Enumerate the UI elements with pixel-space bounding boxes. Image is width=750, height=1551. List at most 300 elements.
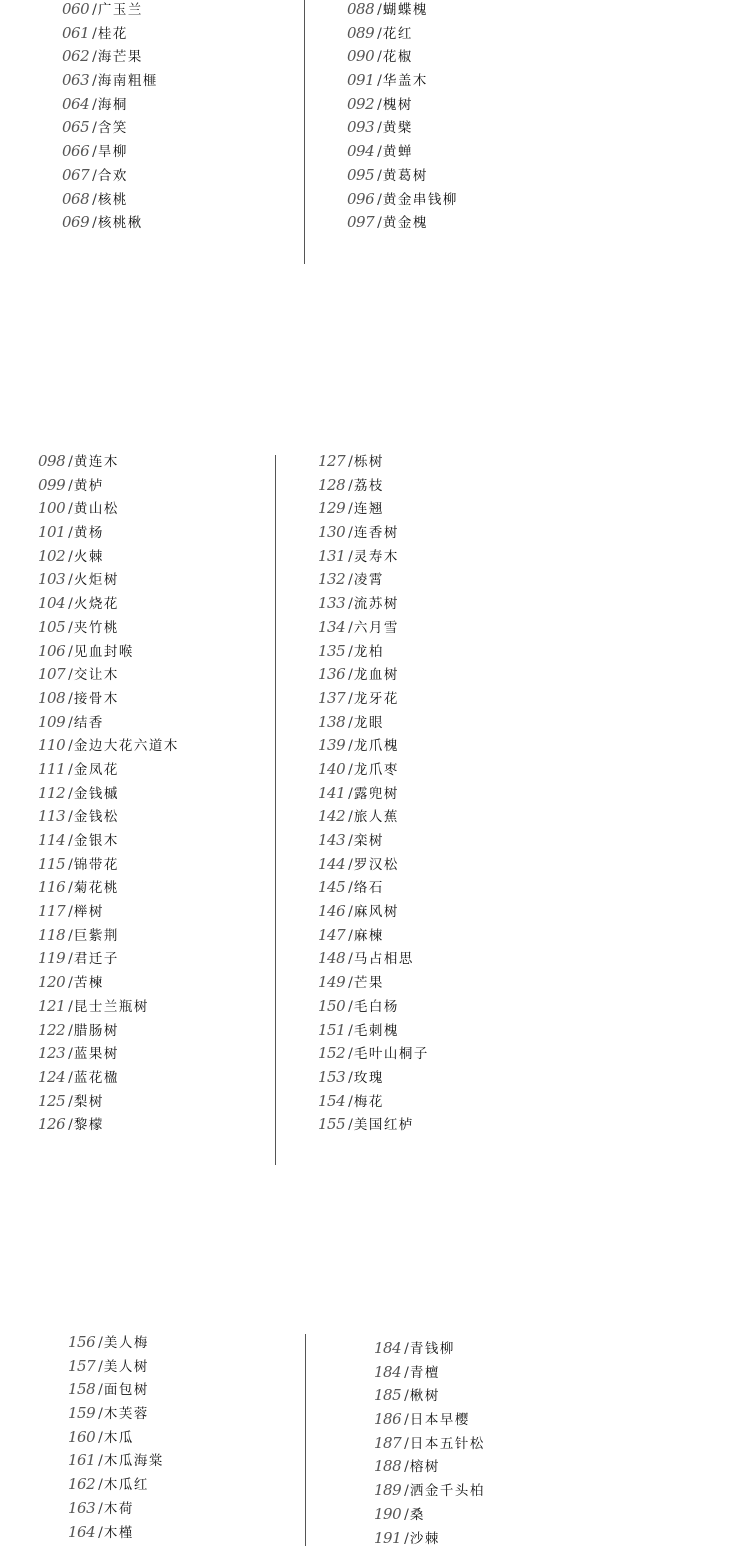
entry-number: 152	[318, 1044, 346, 1063]
index-entry	[68, 1331, 164, 1355]
entry-separator: /	[377, 73, 382, 90]
entry-separator: /	[68, 477, 73, 494]
entry-name: 苦楝	[73, 975, 104, 992]
entry-separator: /	[404, 1459, 409, 1476]
entry-name: 木槿	[103, 1524, 134, 1541]
entry-number: 149	[318, 973, 346, 992]
entry-name: 龙眼	[353, 714, 384, 731]
entry-separator: /	[98, 1406, 103, 1423]
index-entry	[38, 758, 179, 782]
index-entry	[38, 924, 179, 948]
entry-number: 146	[318, 902, 346, 921]
entry-separator: /	[68, 667, 73, 684]
index-entry	[318, 687, 429, 711]
entry-separator: /	[404, 1506, 409, 1523]
entry-name: 青檀	[409, 1364, 440, 1381]
entry-separator: /	[68, 690, 73, 707]
index-entry	[318, 758, 429, 782]
entry-separator: /	[92, 191, 97, 208]
entry-separator: /	[92, 167, 97, 184]
entry-name: 夹竹桃	[73, 619, 119, 636]
entry-separator: /	[377, 144, 382, 161]
index-entry	[374, 1337, 485, 1361]
entry-name: 黄栌	[73, 477, 104, 494]
entry-separator: /	[68, 761, 73, 778]
entry-separator: /	[377, 25, 382, 42]
entry-name: 槐树	[382, 96, 413, 113]
entry-number: 090	[347, 47, 375, 66]
index-entry	[68, 1497, 164, 1521]
entry-separator: /	[348, 998, 353, 1015]
index-entry	[318, 853, 429, 877]
index-entry	[62, 188, 158, 212]
entry-separator: /	[68, 643, 73, 660]
index-entry	[318, 1019, 429, 1043]
entry-name: 沙棘	[409, 1530, 440, 1547]
entry-separator: /	[68, 927, 73, 944]
index-section-2	[0, 450, 750, 1170]
entry-number: 157	[68, 1356, 96, 1375]
entry-separator: /	[98, 1358, 103, 1375]
entry-name: 金边大花六道木	[73, 738, 179, 755]
entry-number: 114	[38, 831, 66, 849]
entry-separator: /	[68, 856, 73, 873]
entry-separator: /	[348, 761, 353, 778]
entry-separator: /	[98, 1500, 103, 1517]
index-column-right	[347, 0, 458, 235]
entry-separator: /	[348, 548, 353, 565]
entry-name: 黄金槐	[382, 215, 428, 232]
index-entry	[38, 853, 179, 877]
entry-number: 063	[62, 71, 90, 90]
entry-name: 连翘	[353, 501, 384, 518]
entry-name: 梅花	[353, 1093, 384, 1110]
entry-number: 186	[374, 1410, 402, 1429]
index-entry	[318, 640, 429, 664]
entry-name: 黎檬	[73, 1117, 104, 1134]
entry-number: 191	[374, 1528, 402, 1547]
entry-separator: /	[348, 572, 353, 589]
index-entry	[38, 1042, 179, 1066]
entry-name: 日本早樱	[409, 1412, 470, 1429]
index-entry	[318, 1042, 429, 1066]
entry-name: 黄杨	[73, 525, 104, 542]
entry-number: 156	[68, 1333, 96, 1351]
index-entry	[68, 1426, 164, 1450]
entry-separator: /	[404, 1530, 409, 1547]
entry-separator: /	[404, 1483, 409, 1500]
entry-name: 木芙蓉	[103, 1406, 149, 1423]
entry-number: 120	[38, 973, 66, 992]
entry-number: 136	[318, 665, 346, 684]
entry-separator: /	[68, 998, 73, 1015]
entry-name: 火炬树	[73, 572, 119, 589]
entry-name: 金钱松	[73, 809, 119, 826]
index-entry	[38, 687, 179, 711]
index-column-left	[68, 1331, 164, 1544]
entry-name: 毛刺槐	[353, 1022, 399, 1039]
entry-separator: /	[348, 619, 353, 636]
index-entry	[38, 971, 179, 995]
entry-name: 核桃	[97, 191, 128, 208]
entry-name: 龙爪槐	[353, 738, 399, 755]
index-entry	[38, 592, 179, 616]
entry-name: 合欢	[97, 167, 128, 184]
entry-separator: /	[348, 1046, 353, 1063]
entry-number: 094	[347, 142, 375, 161]
entry-separator: /	[348, 643, 353, 660]
index-entry	[68, 1521, 164, 1545]
index-entry	[318, 734, 429, 758]
index-entry	[318, 711, 429, 735]
entry-name: 黄山松	[73, 501, 119, 518]
entry-separator: /	[68, 1069, 73, 1086]
entry-separator: /	[68, 738, 73, 755]
entry-number: 132	[318, 570, 346, 589]
index-entry	[318, 1066, 429, 1090]
entry-separator: /	[68, 596, 73, 613]
entry-separator: /	[348, 809, 353, 826]
entry-name: 结香	[73, 714, 104, 731]
entry-separator: /	[348, 927, 353, 944]
index-entry	[38, 1113, 179, 1137]
entry-separator: /	[348, 738, 353, 755]
entry-number: 091	[347, 71, 375, 90]
entry-number: 116	[38, 878, 66, 897]
entry-number: 062	[62, 47, 90, 66]
entry-number: 185	[374, 1386, 402, 1405]
entry-separator: /	[348, 1093, 353, 1110]
entry-number: 100	[38, 499, 66, 518]
entry-number: 151	[318, 1020, 346, 1039]
entry-number: 123	[38, 1044, 66, 1063]
entry-name: 麻风树	[353, 904, 399, 921]
entry-number: 164	[68, 1522, 96, 1541]
entry-name: 罗汉松	[353, 856, 399, 873]
entry-name: 梨树	[73, 1093, 104, 1110]
entry-name: 交让木	[73, 667, 119, 684]
index-entry	[68, 1355, 164, 1379]
entry-name: 龙牙花	[353, 690, 399, 707]
entry-name: 榕树	[409, 1459, 440, 1476]
index-entry	[374, 1384, 485, 1408]
index-column-right	[374, 1337, 485, 1550]
entry-name: 蓝花楹	[73, 1069, 119, 1086]
index-entry	[318, 971, 429, 995]
entry-name: 木瓜红	[103, 1477, 149, 1494]
entry-number: 104	[38, 594, 66, 613]
entry-number: 155	[318, 1115, 346, 1134]
entry-separator: /	[68, 1022, 73, 1039]
index-entry	[38, 1019, 179, 1043]
index-column-left	[62, 0, 158, 235]
index-entry	[347, 69, 458, 93]
index-entry	[374, 1503, 485, 1527]
entry-name: 灵寿木	[353, 548, 399, 565]
index-entry	[38, 568, 179, 592]
entry-name: 日本五针松	[409, 1435, 485, 1452]
entry-separator: /	[404, 1412, 409, 1429]
entry-name: 青钱柳	[409, 1341, 455, 1357]
entry-number: 150	[318, 996, 346, 1015]
entry-number: 145	[318, 878, 346, 897]
index-entry	[38, 1090, 179, 1114]
entry-number: 067	[62, 165, 90, 184]
entry-number: 133	[318, 594, 346, 613]
entry-name: 昆士兰瓶树	[73, 998, 149, 1015]
entry-number: 101	[38, 523, 66, 542]
index-entry	[318, 876, 429, 900]
entry-separator: /	[68, 454, 73, 470]
entry-name: 桂花	[97, 25, 128, 42]
index-entry	[374, 1479, 485, 1503]
index-entry	[374, 1361, 485, 1385]
index-entry	[318, 497, 429, 521]
entry-name: 栾树	[353, 833, 384, 849]
entry-separator: /	[348, 904, 353, 921]
entry-number: 064	[62, 94, 90, 113]
entry-name: 荔枝	[353, 477, 384, 494]
entry-number: 130	[318, 523, 346, 542]
entry-number: 113	[38, 807, 66, 826]
entry-separator: /	[348, 1069, 353, 1086]
entry-number: 065	[62, 118, 90, 137]
entry-number: 107	[38, 665, 66, 684]
entry-name: 楸树	[409, 1388, 440, 1405]
entry-number: 134	[318, 617, 346, 636]
index-entry	[347, 93, 458, 117]
index-entry	[62, 164, 158, 188]
entry-name: 黄金串钱柳	[382, 191, 458, 208]
entry-number: 144	[318, 854, 346, 873]
entry-name: 旅人蕉	[353, 809, 399, 826]
index-entry	[62, 45, 158, 69]
entry-separator: /	[92, 96, 97, 113]
entry-separator: /	[98, 1524, 103, 1541]
index-entry	[318, 616, 429, 640]
entry-separator: /	[98, 1335, 103, 1351]
entry-separator: /	[404, 1435, 409, 1452]
entry-number: 163	[68, 1498, 96, 1517]
index-entry	[68, 1449, 164, 1473]
index-entry	[38, 947, 179, 971]
entry-separator: /	[68, 880, 73, 897]
entry-separator: /	[92, 73, 97, 90]
index-entry	[62, 116, 158, 140]
index-entry	[68, 1378, 164, 1402]
entry-number: 109	[38, 712, 66, 731]
index-entry	[38, 995, 179, 1019]
entry-separator: /	[68, 975, 73, 992]
entry-separator: /	[68, 501, 73, 518]
entry-name: 菊花桃	[73, 880, 119, 897]
entry-number: 097	[347, 213, 375, 232]
entry-separator: /	[92, 2, 97, 18]
entry-separator: /	[98, 1453, 103, 1470]
entry-number: 122	[38, 1020, 66, 1039]
entry-name: 海芒果	[97, 49, 143, 66]
index-entry	[38, 782, 179, 806]
index-entry	[62, 93, 158, 117]
entry-number: 188	[374, 1457, 402, 1476]
entry-name: 络石	[353, 880, 384, 897]
entry-name: 洒金千头柏	[409, 1483, 485, 1500]
entry-name: 玫瑰	[353, 1069, 384, 1086]
entry-number: 187	[374, 1433, 402, 1452]
entry-name: 火棘	[73, 548, 104, 565]
entry-separator: /	[92, 49, 97, 66]
entry-name: 华盖木	[382, 73, 428, 90]
entry-separator: /	[98, 1477, 103, 1494]
entry-number: 115	[38, 854, 66, 873]
entry-separator: /	[348, 690, 353, 707]
entry-name: 海南粗榧	[97, 73, 158, 90]
entry-separator: /	[68, 951, 73, 968]
entry-number: 138	[318, 712, 346, 731]
entry-number: 110	[38, 736, 66, 755]
entry-separator: /	[348, 477, 353, 494]
entry-number: 125	[38, 1091, 66, 1110]
index-entry	[318, 924, 429, 948]
entry-name: 面包树	[103, 1382, 149, 1399]
entry-name: 黄檗	[382, 120, 413, 137]
entry-number: 184	[374, 1362, 402, 1381]
index-entry	[38, 663, 179, 687]
entry-name: 蝴蝶槐	[382, 2, 428, 18]
entry-separator: /	[348, 714, 353, 731]
entry-name: 毛叶山桐子	[353, 1046, 429, 1063]
entry-number: 124	[38, 1067, 66, 1086]
entry-separator: /	[348, 833, 353, 849]
entry-number: 095	[347, 165, 375, 184]
entry-number: 140	[318, 759, 346, 778]
entry-number: 118	[38, 925, 66, 944]
entry-number: 161	[68, 1451, 96, 1470]
entry-separator: /	[68, 1046, 73, 1063]
entry-number: 162	[68, 1475, 96, 1494]
index-entry	[347, 164, 458, 188]
entry-number: 153	[318, 1067, 346, 1086]
entry-number: 126	[38, 1115, 66, 1134]
entry-name: 马占相思	[353, 951, 414, 968]
entry-name: 芒果	[353, 975, 384, 992]
index-entry	[318, 805, 429, 829]
entry-separator: /	[68, 572, 73, 589]
entry-separator: /	[348, 1117, 353, 1134]
index-entry	[318, 782, 429, 806]
entry-name: 毛白杨	[353, 998, 399, 1015]
entry-number: 098	[38, 452, 66, 470]
entry-separator: /	[377, 120, 382, 137]
index-entry	[374, 1432, 485, 1456]
entry-name: 麻楝	[353, 927, 384, 944]
entry-number: 159	[68, 1404, 96, 1423]
entry-name: 见血封喉	[73, 643, 134, 660]
entry-name: 广玉兰	[97, 2, 143, 18]
entry-number: 141	[318, 783, 346, 802]
entry-name: 锦带花	[73, 856, 119, 873]
entry-number: 089	[347, 23, 375, 42]
index-entry	[62, 140, 158, 164]
entry-name: 接骨木	[73, 690, 119, 707]
entry-name: 黄连木	[73, 454, 119, 470]
entry-separator: /	[348, 785, 353, 802]
entry-number: 121	[38, 996, 66, 1015]
index-entry	[318, 829, 429, 853]
entry-separator: /	[348, 454, 353, 470]
entry-number: 112	[38, 783, 66, 802]
entry-number: 147	[318, 925, 346, 944]
entry-separator: /	[377, 96, 382, 113]
entry-name: 火烧花	[73, 596, 119, 613]
entry-number: 105	[38, 617, 66, 636]
index-column-right	[318, 450, 429, 1137]
index-entry	[318, 592, 429, 616]
entry-name: 腊肠树	[73, 1022, 119, 1039]
entry-separator: /	[404, 1341, 409, 1357]
entry-separator: /	[348, 525, 353, 542]
entry-separator: /	[92, 25, 97, 42]
entry-separator: /	[348, 880, 353, 897]
entry-name: 六月雪	[353, 619, 399, 636]
index-entry	[318, 474, 429, 498]
entry-number: 106	[38, 641, 66, 660]
index-entry	[318, 900, 429, 924]
entry-separator: /	[68, 1117, 73, 1134]
index-entry	[347, 0, 458, 22]
entry-separator: /	[68, 833, 73, 849]
entry-separator: /	[92, 144, 97, 161]
entry-number: 066	[62, 142, 90, 161]
column-divider	[304, 0, 305, 264]
index-entry	[374, 1408, 485, 1432]
entry-name: 木瓜	[103, 1429, 134, 1446]
entry-name: 花红	[382, 25, 413, 42]
entry-name: 栎树	[353, 454, 384, 470]
entry-number: 096	[347, 189, 375, 208]
entry-number: 131	[318, 546, 346, 565]
entry-separator: /	[68, 525, 73, 542]
entry-separator: /	[404, 1388, 409, 1405]
entry-number: 069	[62, 213, 90, 232]
entry-separator: /	[92, 215, 97, 232]
index-entry	[38, 900, 179, 924]
column-divider	[275, 455, 276, 1165]
index-entry	[62, 211, 158, 235]
entry-separator: /	[98, 1382, 103, 1399]
entry-name: 桑	[409, 1506, 425, 1523]
entry-number: 127	[318, 452, 346, 470]
entry-separator: /	[68, 809, 73, 826]
index-entry	[374, 1455, 485, 1479]
entry-number: 139	[318, 736, 346, 755]
entry-name: 美人树	[103, 1358, 149, 1375]
entry-number: 158	[68, 1380, 96, 1399]
index-entry	[318, 1090, 429, 1114]
entry-name: 木瓜海棠	[103, 1453, 164, 1470]
entry-number: 117	[38, 902, 66, 921]
entry-number: 129	[318, 499, 346, 518]
entry-separator: /	[68, 619, 73, 636]
index-section-3	[0, 1330, 750, 1546]
index-entry	[318, 568, 429, 592]
index-entry	[347, 140, 458, 164]
entry-name: 龙柏	[353, 643, 384, 660]
entry-separator: /	[348, 951, 353, 968]
entry-name: 花椒	[382, 49, 413, 66]
entry-name: 凌霄	[353, 572, 384, 589]
entry-name: 龙血树	[353, 667, 399, 684]
